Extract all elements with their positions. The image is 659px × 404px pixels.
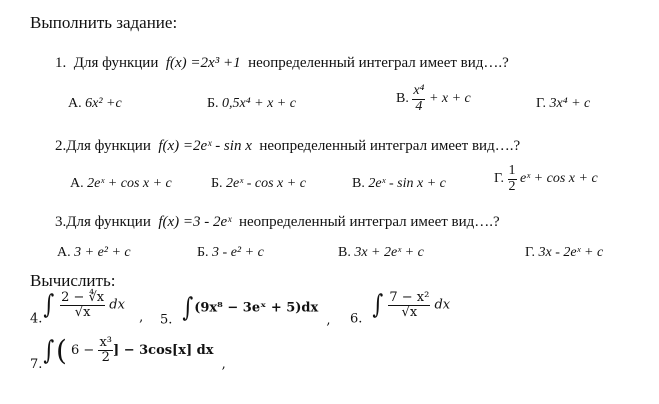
option-letter: А. bbox=[68, 96, 82, 111]
integrand-fraction bbox=[98, 336, 113, 364]
q3-option-a[interactable] bbox=[57, 245, 131, 261]
q1-option-d[interactable] bbox=[536, 96, 590, 112]
question-1 bbox=[55, 55, 509, 72]
question-tail: неопределенный интеграл имеет вид….? bbox=[259, 138, 521, 154]
question-2 bbox=[55, 138, 520, 155]
q2-option-b[interactable] bbox=[211, 176, 306, 192]
option-text: + x + c bbox=[428, 91, 471, 107]
option-text: eˣ + cos x + c bbox=[520, 171, 598, 187]
option-fraction bbox=[412, 84, 425, 114]
q2-option-c[interactable] bbox=[352, 176, 446, 192]
option-letter: А. bbox=[70, 176, 84, 191]
integrand-fraction bbox=[60, 291, 105, 319]
integral-sign: ∫ bbox=[372, 290, 383, 320]
option-letter: А. bbox=[57, 245, 71, 260]
option-text: 3x + 2eˣ + c bbox=[354, 245, 424, 260]
question-prompt: Для функции bbox=[66, 138, 151, 154]
exercise-5 bbox=[160, 293, 331, 328]
option-text: 3x - 2eˣ + c bbox=[538, 245, 604, 260]
question-function: f(x) =3 - 2eˣ bbox=[158, 214, 232, 230]
question-prompt: Для функции bbox=[73, 55, 159, 71]
option-letter: В. bbox=[396, 91, 409, 107]
option-letter: В. bbox=[338, 245, 351, 260]
option-letter: Б. bbox=[197, 245, 209, 260]
integrand: (9x⁸ − 3eˣ + 5)dx bbox=[194, 300, 319, 316]
question-tail: неопределенный интеграл имеет вид….? bbox=[248, 55, 509, 71]
question-3 bbox=[55, 214, 500, 231]
separator: , bbox=[326, 312, 331, 328]
fraction-denominator: 2 bbox=[508, 178, 516, 194]
integrand-part: 6 − bbox=[71, 343, 95, 358]
option-text: 3 - e² + c bbox=[212, 245, 264, 260]
q1-option-b[interactable] bbox=[207, 96, 296, 112]
question-function: f(x) =2eˣ - sin x bbox=[158, 138, 252, 154]
separator: , bbox=[139, 309, 144, 325]
option-text: 6x² +c bbox=[85, 96, 122, 111]
integral-sign: ∫ bbox=[43, 290, 55, 320]
section-heading: Вычислить: bbox=[30, 271, 116, 290]
option-text: 2eˣ - cos x + c bbox=[226, 176, 306, 191]
fraction-denominator: 4 bbox=[415, 98, 423, 114]
question-number: 1. bbox=[55, 55, 67, 71]
option-text: 2eˣ + cos x + c bbox=[87, 176, 172, 191]
q3-option-d[interactable] bbox=[525, 245, 603, 261]
option-letter: Г. bbox=[525, 245, 536, 260]
fraction-denominator: √x bbox=[74, 304, 91, 320]
question-tail: неопределенный интеграл имеет вид….? bbox=[238, 214, 500, 230]
q3-option-c[interactable] bbox=[338, 245, 424, 261]
option-letter: Б. bbox=[211, 176, 223, 191]
differential: dx bbox=[434, 297, 451, 313]
differential: dx bbox=[109, 297, 125, 313]
option-fraction bbox=[508, 164, 517, 194]
fraction-numerator: 1 bbox=[508, 163, 516, 178]
option-text: 3x⁴ + c bbox=[549, 96, 591, 111]
q2-option-a[interactable] bbox=[70, 176, 172, 192]
option-text: 0,5x⁴ + x + c bbox=[222, 96, 296, 111]
fraction-numerator: x⁴ bbox=[413, 83, 425, 98]
exercise-number: 6. bbox=[350, 311, 363, 327]
separator: , bbox=[221, 357, 226, 372]
option-letter: Б. bbox=[207, 96, 219, 111]
page-title: Выполнить задание: bbox=[30, 13, 178, 32]
question-prompt: Для функции bbox=[66, 214, 151, 230]
fraction-numerator: x³ bbox=[99, 335, 113, 351]
question-function: f(x) =2x³ +1 bbox=[165, 55, 241, 71]
q3-option-b[interactable] bbox=[197, 245, 264, 261]
q1-option-a[interactable] bbox=[68, 96, 122, 112]
option-text: 3 + e² + c bbox=[74, 245, 131, 260]
fraction-numerator: 7 − x² bbox=[389, 289, 430, 305]
exercise-number: 7. bbox=[30, 357, 43, 372]
option-letter: В. bbox=[352, 176, 365, 191]
integral-sign: ∫ bbox=[182, 293, 193, 323]
fraction-numerator: 2 − ∜x bbox=[61, 289, 105, 305]
integrand-fraction bbox=[388, 291, 430, 319]
exercise-7 bbox=[30, 334, 226, 372]
fraction-denominator: √x bbox=[401, 304, 418, 320]
question-number: 3. bbox=[55, 214, 67, 230]
integral-sign: ∫ bbox=[43, 335, 55, 366]
option-letter: Г. bbox=[494, 171, 505, 187]
exercise-6 bbox=[350, 290, 450, 327]
exercise-number: 4. bbox=[30, 311, 43, 327]
question-number: 2. bbox=[55, 138, 67, 154]
fraction-denominator: 2 bbox=[101, 350, 110, 365]
exercise-number: 5. bbox=[160, 312, 173, 328]
open-paren: ( bbox=[55, 334, 67, 367]
q1-option-c[interactable] bbox=[396, 84, 471, 114]
option-text: 2eˣ - sin x + c bbox=[368, 176, 446, 191]
q2-option-d[interactable] bbox=[494, 164, 598, 194]
option-letter: Г. bbox=[536, 96, 547, 111]
exercise-4 bbox=[30, 290, 143, 327]
integrand-part: ] − 3cos[x] dx bbox=[113, 343, 214, 358]
